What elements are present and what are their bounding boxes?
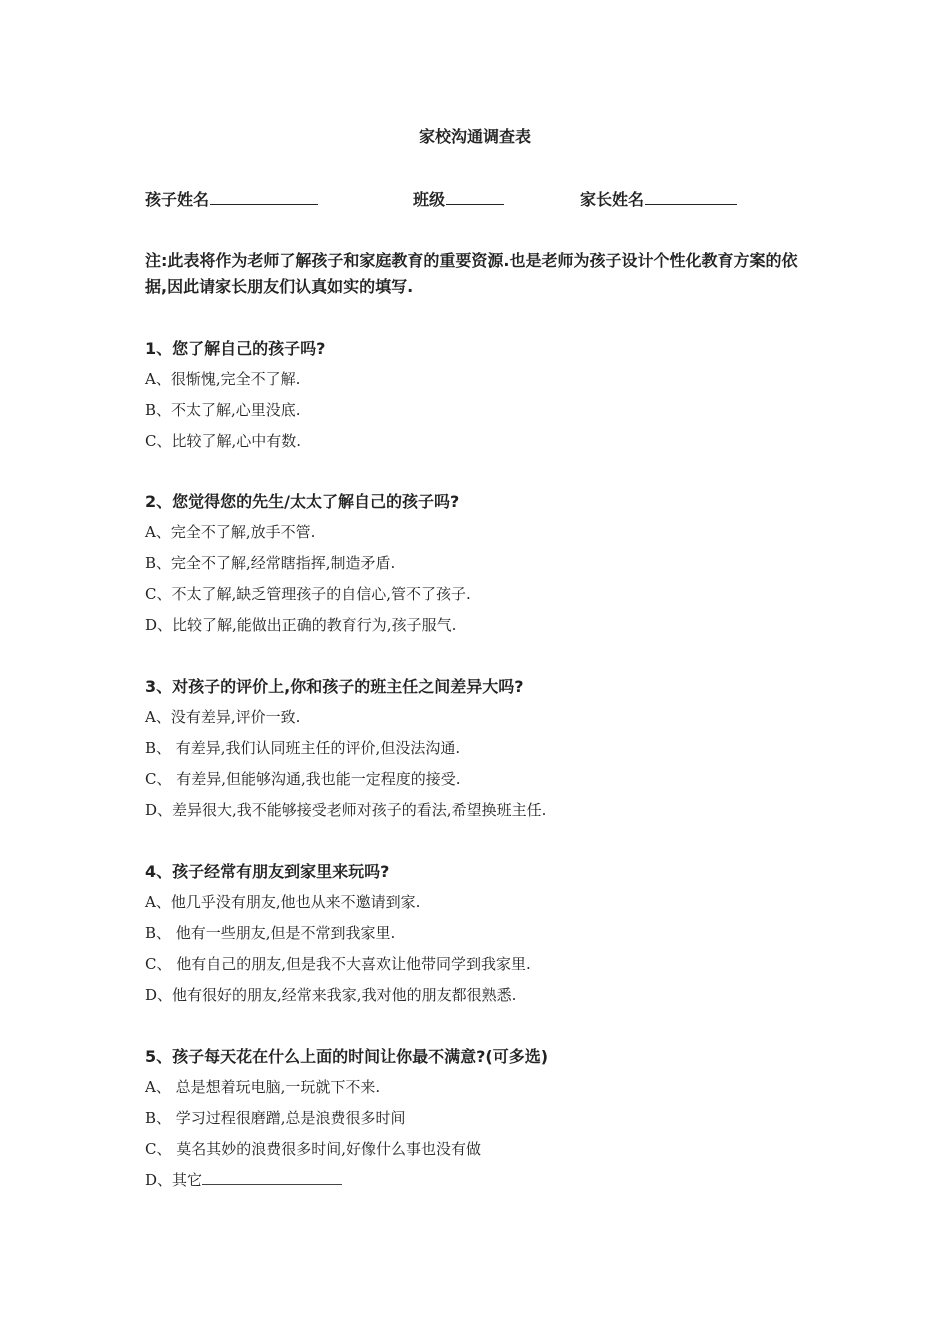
option-c[interactable]: C、不太了解,缺乏管理孩子的自信心,管不了孩子. (145, 585, 471, 603)
question-title: 4、孩子经常有朋友到家里来玩吗? (145, 862, 390, 881)
option-a[interactable]: A、很惭愧,完全不了解. (145, 370, 301, 388)
question-4 (145, 861, 845, 1015)
child-name-label: 孩子姓名 (145, 190, 210, 209)
option-a[interactable]: A、 总是想着玩电脑,一玩就下不来. (145, 1078, 381, 1096)
child-name-blank[interactable] (210, 188, 318, 205)
option-d[interactable]: D、差异很大,我不能够接受老师对孩子的看法,希望换班主任. (145, 801, 547, 819)
class-blank[interactable] (446, 188, 504, 205)
option-c[interactable]: C、 莫名其妙的浪费很多时间,好像什么事也没有做 (145, 1140, 482, 1158)
child-name-field[interactable] (145, 188, 318, 211)
option-d-label: D、其它 (145, 1171, 203, 1189)
option-c[interactable]: C、 有差异,但能够沟通,我也能一定程度的接受. (145, 770, 461, 788)
option-d-other[interactable] (145, 1169, 845, 1192)
parent-name-blank[interactable] (645, 188, 737, 205)
note-text: 注:此表将作为老师了解孩子和家庭教育的重要资源.也是老师为孩子设计个性化教育方案的依据,因此请家长朋友们认真如实的填写. (145, 251, 798, 296)
option-a[interactable]: A、没有差异,评价一致. (145, 708, 301, 726)
option-b[interactable]: B、 学习过程很磨蹭,总是浪费很多时间 (145, 1109, 406, 1127)
class-field[interactable] (413, 188, 504, 211)
question-1 (145, 338, 845, 461)
class-label: 班级 (413, 190, 446, 209)
option-d[interactable]: D、他有很好的朋友,经常来我家,我对他的朋友都很熟悉. (145, 986, 517, 1004)
question-5 (145, 1046, 845, 1200)
option-a[interactable]: A、完全不了解,放手不管. (145, 523, 316, 541)
question-title: 3、对孩子的评价上,你和孩子的班主任之间差异大吗? (145, 677, 524, 696)
option-b[interactable]: B、 他有一些朋友,但是不常到我家里. (145, 924, 396, 942)
option-b[interactable]: B、不太了解,心里没底. (145, 401, 301, 419)
option-c[interactable]: C、比较了解,心中有数. (145, 432, 302, 450)
option-b[interactable]: B、 有差异,我们认同班主任的评价,但没法沟通. (145, 739, 461, 757)
question-3 (145, 676, 845, 830)
option-d[interactable]: D、比较了解,能做出正确的教育行为,孩子服气. (145, 616, 457, 634)
info-row (145, 188, 825, 210)
question-title: 5、孩子每天花在什么上面的时间让你最不满意?(可多选) (145, 1047, 549, 1066)
question-title: 2、您觉得您的先生/太太了解自己的孩子吗? (145, 492, 460, 511)
parent-name-field[interactable] (580, 188, 737, 211)
option-c[interactable]: C、 他有自己的朋友,但是我不大喜欢让他带同学到我家里. (145, 955, 531, 973)
option-b[interactable]: B、完全不了解,经常瞎指挥,制造矛盾. (145, 554, 396, 572)
question-title: 1、您了解自己的孩子吗? (145, 339, 326, 358)
other-blank[interactable] (202, 1169, 342, 1185)
option-a[interactable]: A、他几乎没有朋友,他也从来不邀请到家. (145, 893, 421, 911)
page-title: 家校沟通调查表 (418, 127, 531, 146)
question-2 (145, 491, 845, 645)
parent-name-label: 家长姓名 (580, 190, 645, 209)
